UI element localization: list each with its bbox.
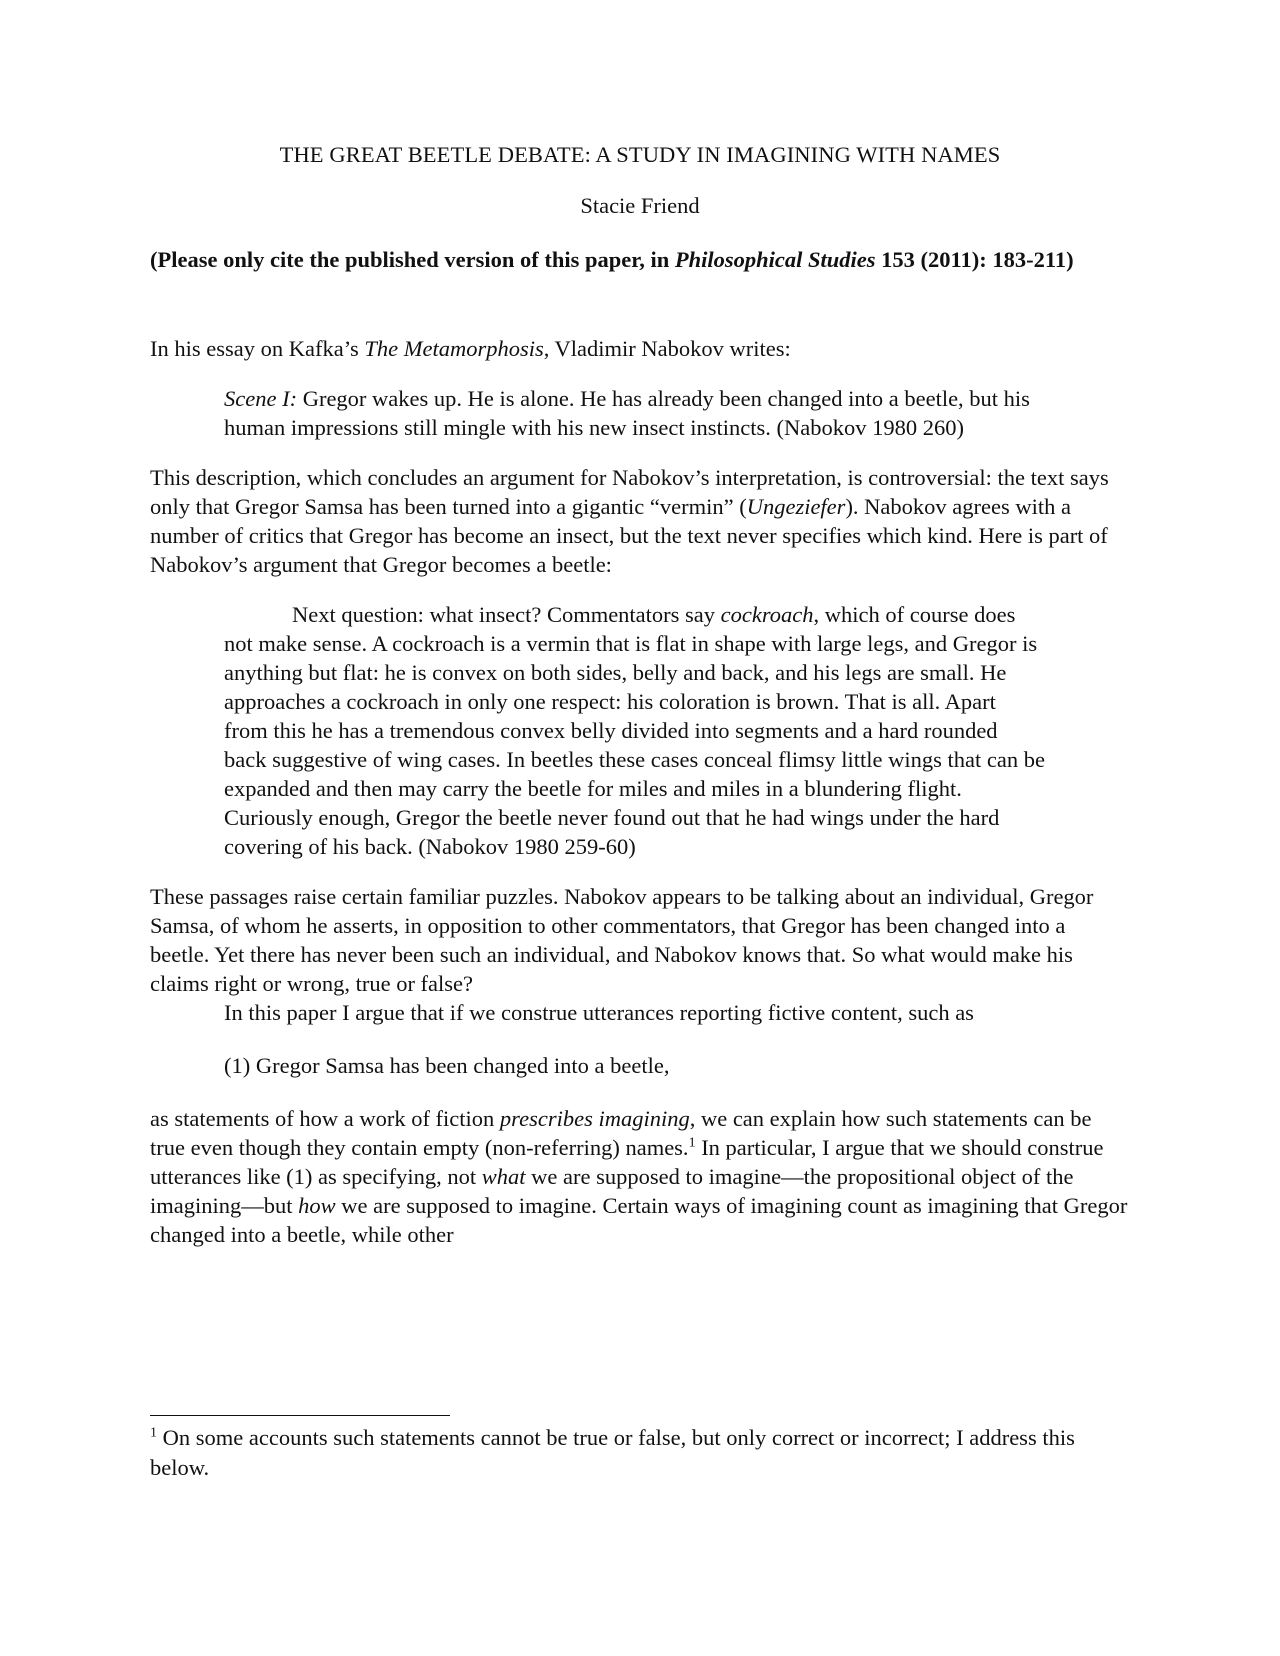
journal-name: Philosophical Studies bbox=[674, 247, 876, 272]
intro-work-title: The Metamorphosis bbox=[364, 336, 544, 361]
german-term: Ungeziefer bbox=[746, 494, 846, 519]
intro-after: , Vladimir Nabokov writes: bbox=[543, 336, 791, 361]
emphasis-prescribes-imagining: prescribes imagining bbox=[499, 1106, 690, 1131]
para5-part4: we are supposed to imagine—the propositional object of the imagining—but bbox=[150, 1164, 1074, 1218]
paragraph-puzzles: These passages raise certain familiar puzzles. Nabokov appears to be talking about an individual, Gregor Samsa, of whom he asserts, in opposition to other commentators, that Gregor has been changed into a beetle. Yet there has never been such an individual, and Nabokov knows that. So what would make his claims right or wrong, true or false? bbox=[150, 884, 1094, 996]
quote2-term: cockroach bbox=[720, 602, 814, 627]
para5-part5: we are supposed to imagine. Certain ways of imagining count as imagining that Gregor changed into a beetle, while other bbox=[150, 1193, 1128, 1247]
citation-note bbox=[150, 245, 1130, 274]
footnote-number: 1 bbox=[150, 1425, 157, 1441]
paper-title: THE GREAT BEETLE DEBATE: A STUDY IN IMAGINING WITH NAMES bbox=[279, 142, 1001, 167]
emphasis-what: what bbox=[481, 1164, 526, 1189]
paragraph-description bbox=[150, 463, 1130, 579]
scene-label: Scene I: bbox=[224, 386, 298, 411]
emphasis-how: how bbox=[298, 1193, 336, 1218]
citation-note-before: (Please only cite the published version of this paper, in bbox=[150, 247, 675, 272]
para2-before: This description, which concludes an argument for Nabokov’s interpretation, is controversial: the text says only that Gregor Samsa has been turned into a gigantic “vermin” ( bbox=[150, 465, 1109, 519]
para2-after: ). Nabokov agrees with a number of critics that Gregor has become an insect, but the text never specifies which kind. Here is part of Nabokov’s argument that Gregor becomes a beetle: bbox=[150, 494, 1108, 577]
footnote-divider bbox=[150, 1415, 450, 1416]
para5-part3: In particular, I argue that we should construe utterances like (1) as specifying, not bbox=[150, 1135, 1104, 1189]
quote2-after: , which of course does not make sense. A cockroach is a vermin that is flat in shape with large legs, and Gregor is anything but flat: he is convex on both sides, belly and back, and his legs are small. He approaches a cockroach in only one respect: his coloration is brown. That is all. Apart from this he has a tremendous convex belly divided into segments and a hard rounded back suggestive of wing cases. In beetles these cases conceal flimsy little wings that can be expanded and then may carry the beetle for miles and miles in a blundering flight. Curiously enough, Gregor the beetle never found out that he had wings under the hard covering of his back. (Nabokov 1980 259-60) bbox=[224, 602, 1045, 859]
paper-page bbox=[150, 140, 1130, 1249]
intro-paragraph bbox=[150, 334, 1130, 363]
intro-before: In his essay on Kafka’s bbox=[150, 336, 365, 361]
footnote-text: On some accounts such statements cannot be true or false, but only correct or incorrect; I address this below. bbox=[150, 1425, 1075, 1480]
para5-part1: as statements of how a work of fiction bbox=[150, 1106, 500, 1131]
example-sentence-1: (1) Gregor Samsa has been changed into a beetle, bbox=[224, 1053, 670, 1078]
citation-note-after: 153 (2011): 183-211) bbox=[875, 247, 1074, 272]
block-quote-insect bbox=[224, 600, 1045, 861]
quote2-before: Next question: what insect? Commentators say bbox=[292, 602, 721, 627]
para5-part2: , we can explain how such statements can be true even though they contain empty (non-referring) names. bbox=[150, 1106, 1092, 1160]
paragraph-prescribes bbox=[150, 1104, 1130, 1249]
footnote-reference[interactable]: 1 bbox=[688, 1135, 696, 1151]
scene-text: Gregor wakes up. He is alone. He has already been changed into a beetle, but his human impressions still mingle with his new insect instincts. (Nabokov 1980 260) bbox=[224, 386, 1030, 440]
footnote-1 bbox=[150, 1423, 1080, 1483]
paragraph-thesis: In this paper I argue that if we construe utterances reporting fictive content, such as bbox=[224, 1000, 974, 1025]
paper-author: Stacie Friend bbox=[580, 193, 700, 218]
block-quote-scene bbox=[224, 384, 1045, 442]
